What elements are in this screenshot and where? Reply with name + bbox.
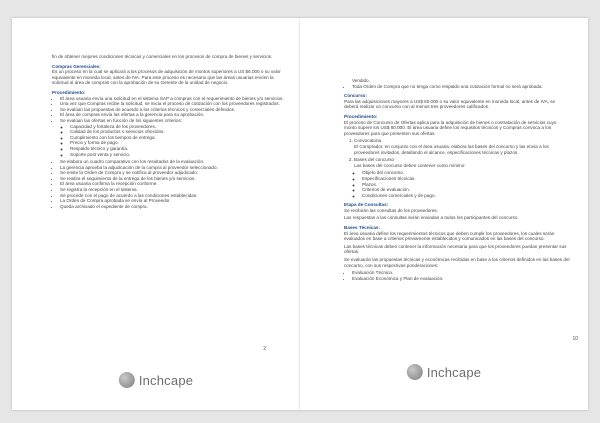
consultas-line: Las respuestas a las consultas serán enviadas a todos los participantes del concurso.	[344, 215, 519, 221]
inchcape-logo	[407, 364, 481, 380]
list-item: • La Orden de Compra aprobada se envía al Proveedor.	[60, 198, 286, 204]
bases-tecnicas-text-2: Las bases técnicas deben contener la información necesaria para que los proveedores puedan presentar sus ofertas.	[344, 243, 567, 255]
step-title: Convocatoria	[354, 138, 382, 144]
page-content	[344, 78, 570, 283]
procedimiento-steps	[344, 138, 570, 198]
page-number: 10	[572, 336, 578, 342]
list-item: • Se realiza el seguimiento de la entrega de los bienes y/o servicios.	[60, 176, 286, 182]
section-heading-procedimiento: Procedimiento:	[52, 89, 86, 95]
list-item: • La gerencia aprueba la adjudicación de la compra al proveedor seleccionado.	[60, 165, 286, 171]
document-page-right	[300, 18, 588, 410]
step-title: Bases del concurso	[354, 157, 395, 163]
list-item: ◦ Especificaciones técnicas.	[362, 176, 570, 182]
continuation-list	[344, 78, 570, 89]
list-item: • El área usuaria envía una solicitud en el sistema SAP a compras con el requerimiento de bienes y/o servicios.	[60, 96, 286, 102]
document-page-left	[12, 18, 300, 410]
list-item: ◦ Objeto del concurso.	[362, 170, 570, 176]
step-text: El Comprador, en conjunto con el área usuaria, elabora las bases del concurso y las envía a los proveedores invitados, detallando el alcance, especificaciones técnicas y plazos.	[354, 143, 549, 155]
list-item: • El área de compras envía las ofertas a la gerencia para su aprobación.	[60, 112, 286, 118]
bases-list	[354, 170, 570, 198]
list-item: • El área usuaria confirma la recepción conforme.	[60, 181, 286, 187]
list-item-text: Se evalúan las ofertas en función de los siguientes criterios:	[60, 117, 183, 123]
intro-paragraph: fin de obtener mejores condiciones técnicas y comerciales en los procesos de compra de bienes y servicios.	[52, 54, 273, 59]
list-item: • Evaluación Económica y Plan de evaluación.	[352, 276, 570, 282]
section-heading-consultas: Etapa de Consultas:	[344, 202, 389, 208]
list-item: ◦ Respaldo técnico y garantía.	[70, 146, 286, 152]
list-item	[354, 157, 570, 198]
inchcape-logo	[119, 372, 193, 388]
logo-text: Inchcape	[138, 372, 194, 388]
list-item: • Se emite la Orden de Compra y se notifica al proveedor adjudicado.	[60, 170, 286, 176]
list-item: ◦ Cumplimiento con los tiempos de entrega.	[70, 135, 286, 141]
section-heading-concurso: Concurso:	[344, 93, 367, 99]
step-text: Las bases del concurso deben contener como mínimo:	[354, 162, 466, 168]
consultas-line: Se recibirán las consultas de los proveedores.	[344, 207, 438, 213]
list-item: • Se procede con el pago de acuerdo a las condiciones establecidas.	[60, 193, 286, 199]
logo-text: Inchcape	[426, 364, 482, 380]
criteria-list	[60, 124, 286, 158]
inchcape-logo-icon	[407, 364, 423, 380]
list-item: • Toda Orden de Compra que no tenga como respaldo una cotización formal no será aprobada.	[352, 84, 570, 90]
page-content	[52, 54, 286, 211]
list-item: ◦ Criterios de evaluación.	[362, 187, 570, 193]
page-number: 2	[263, 346, 266, 352]
list-item: Vendido.	[352, 78, 370, 83]
compras-gerenciales-text: Es un proceso en la cual se aplicará a los procesos de adquisición de montos superiores a US $6.000 o su valor equivalente en moneda local, antes de IVA. Para este proceso es necesario que las áreas usuarias envíen la solicitud al área de compras con la aprobación de su Gerente de la unidad de negocio.	[52, 69, 281, 86]
section-heading-compras-gerenciales: Compras Gerenciales:	[52, 63, 101, 69]
section-heading-procedimiento: Procedimiento:	[344, 113, 378, 119]
evaluacion-list	[344, 270, 570, 281]
concurso-text: Para las adquisiciones mayores a US$ 60.000 o su valor equivalente en moneda local, antes de IVA, se deberá realizar un concurso con al menos tres proveedores calificados.	[344, 98, 556, 110]
bases-tecnicas-text: El área usuaria define los requerimientos técnicos que deben cumplir los proveedores, los cuales serán evaluados en base a criterios previamente establecidos y comunicados en las bases del concurso.	[344, 230, 555, 242]
list-item	[354, 138, 570, 155]
list-item: • Evaluación Técnica.	[352, 270, 570, 276]
list-item: ◦ Calidad de los productos o servicios ofrecidos.	[70, 129, 286, 135]
list-item	[60, 118, 286, 157]
list-item: • Se evalúan las propuestas de acuerdo a los criterios técnicos y comerciales definidos.	[60, 107, 286, 113]
section-heading-bases-tecnicas: Bases Técnicas:	[344, 225, 381, 231]
list-item: ◦ Plazos.	[362, 182, 570, 188]
list-item: ◦ Capacidad y fortaleza de los proveedores.	[70, 124, 286, 130]
procedimiento-list	[52, 96, 286, 210]
inchcape-logo-icon	[119, 372, 135, 388]
list-item: • Queda archivado el expediente de compra.	[60, 204, 286, 210]
list-item: ◦ Soporte post venta y servicio.	[70, 152, 286, 158]
list-item: ◦ Condiciones comerciales y de pago.	[362, 193, 570, 199]
list-item: ◦ Precio y forma de pago.	[70, 140, 286, 146]
procedimiento-text: El proceso de Concurso de Ofertas aplica para la adquisición de bienes o contratación de servicios cuyo monto supere los US$ 60.000. El área usuaria define los requisitos técnicos y Compras convoca a los proveedores para que presenten sus ofertas.	[344, 119, 557, 136]
list-item: • Una vez que Compras recibe la solicitud, se inicia el proceso de cotización con los proveedores registrados.	[60, 101, 286, 107]
list-item: • Se elabora un cuadro comparativo con los resultados de la evaluación.	[60, 159, 286, 165]
bases-tecnicas-text-3: Se evaluarán las propuestas técnicas y económicas recibidas en base a los criterios definidos en las bases del concurso, con sus respectivas ponderaciones:	[344, 257, 570, 268]
list-item: • Se registra la recepción en el sistema.	[60, 187, 286, 193]
